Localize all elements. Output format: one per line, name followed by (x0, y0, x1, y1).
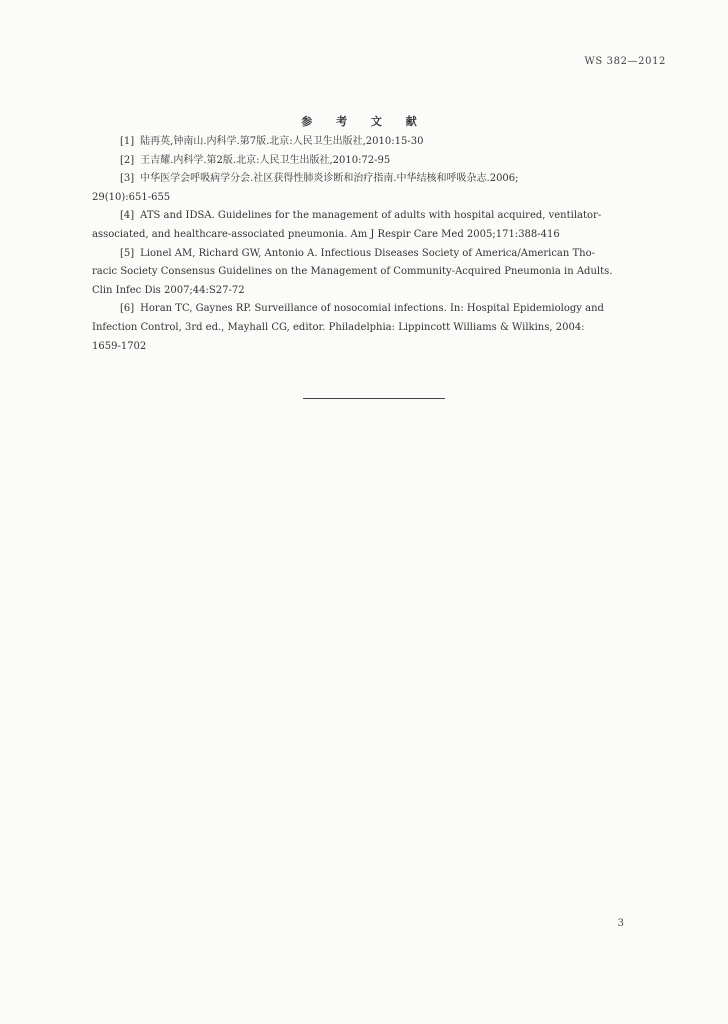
reference-text: 王吉耀.内科学.第2版.北京:人民卫生出版社,2010:72-95 (140, 154, 391, 166)
reference-number: [5] (120, 247, 135, 259)
reference-text: 29(10):651-655 (92, 191, 171, 203)
reference-text: ATS and IDSA. Guidelines for the management of adults with hospital acquired, ventilator- (140, 210, 602, 222)
reference-text: 1659-1702 (92, 340, 147, 352)
reference-text: 中华医学会呼吸病学分会.社区获得性肺炎诊断和治疗指南.中华结核和呼吸杂志.2006; (140, 173, 519, 185)
reference-line (92, 245, 664, 264)
reference-text: Infection Control, 3rd ed., Mayhall CG, editor. Philadelphia: Lippincott Williams & Wilkins, 2004: (92, 321, 585, 333)
reference-text: Horan TC, Gaynes RP. Surveillance of nosocomial infections. In: Hospital Epidemiology and (140, 303, 604, 315)
reference-number: [2] (120, 154, 135, 166)
reference-list (92, 133, 664, 356)
reference-item (92, 245, 664, 301)
end-divider (303, 398, 445, 399)
reference-item (92, 152, 664, 171)
page-number: 3 (617, 918, 624, 929)
reference-line (92, 300, 664, 319)
reference-text: Clin Infec Dis 2007;44:S27-72 (92, 284, 245, 296)
reference-line (92, 133, 664, 152)
reference-text: 陆再英,钟南山.内科学.第7版.北京:人民卫生出版社,2010:15-30 (140, 136, 424, 147)
reference-number: [3] (120, 173, 135, 185)
standard-code: WS 382—2012 (584, 56, 666, 67)
reference-item (92, 170, 664, 207)
reference-text: Lionel AM, Richard GW, Antonio A. Infectious Diseases Society of America/American Tho- (140, 247, 596, 259)
reference-item (92, 133, 664, 152)
reference-item (92, 207, 664, 244)
reference-number: [1] (120, 136, 135, 147)
reference-line (92, 170, 664, 189)
reference-item (92, 300, 664, 356)
reference-number: [6] (120, 303, 135, 315)
reference-line (92, 152, 664, 171)
reference-number: [4] (120, 210, 135, 222)
reference-text: associated, and healthcare-associated pneumonia. Am J Respir Care Med 2005;171:388-416 (92, 228, 560, 240)
reference-text: racic Society Consensus Guidelines on the Management of Community-Acquired Pneumonia in Adults. (92, 266, 613, 278)
reference-line (92, 207, 664, 226)
section-title: 参 考 文 献 (301, 115, 427, 128)
